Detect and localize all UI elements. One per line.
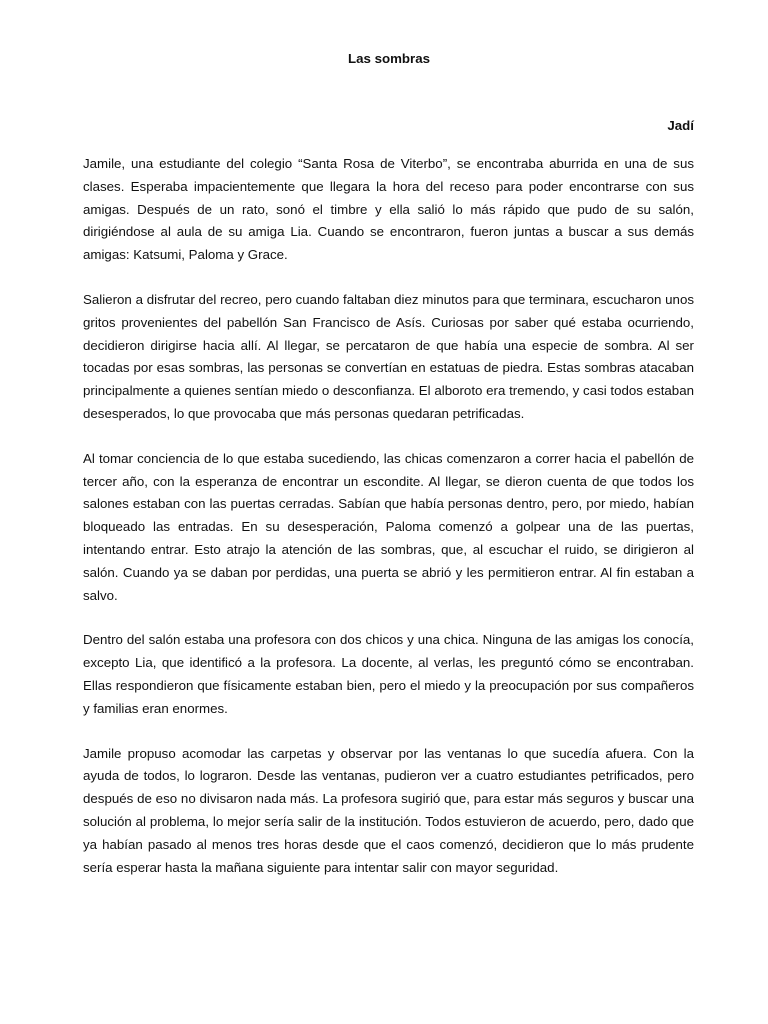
paragraph-2: Salieron a disfrutar del recreo, pero cuando faltaban diez minutos para que terminara, escucharon unos gritos provenientes del pabellón San Francisco de Asís. Curiosas por saber qué estaba ocurriendo, decidieron dirigirse hacia allí. Al llegar, se percataron de que había una especie de sombra. Al ser tocadas por esas sombras, las personas se convertían en estatuas de piedra. Estas sombras atacaban principalmente a quienes sentían miedo o desconfianza. El alboroto era tremendo, y casi todos estaban desesperados, lo que provocaba que más personas quedaran petrificadas.: [83, 291, 694, 421]
document-author: Jadí: [667, 118, 694, 133]
paragraph-4: Dentro del salón estaba una profesora con dos chicos y una chica. Ninguna de las amigas los conocía, excepto Lia, que identificó a la profesora. La docente, al verlas, les preguntó cómo se encontraban. Ellas respondieron que físicamente estaban bien, pero el miedo y la preocupación por sus compañeros y familias eran enormes.: [83, 632, 694, 716]
paragraph-3: Al tomar conciencia de lo que estaba sucediendo, las chicas comenzaron a correr hacia el pabellón de tercer año, con la esperanza de encontrar un escondite. Al llegar, se dieron cuenta de que todos los salones estaban con las puertas cerradas. Sabían que había personas dentro, pero, por miedo, habían bloqueado las entradas. En su desesperación, Paloma comenzó a golpear una de las puertas, intentando entrar. Esto atrajo la atención de las sombras, que, al escuchar el ruido, se dirigieron al salón. Cuando ya se daban por perdidas, una puerta se abrió y les permitieron entrar. Al fin estaban a salvo.: [83, 450, 694, 603]
paragraph-5: Jamile propuso acomodar las carpetas y observar por las ventanas lo que sucedía afuera. Con la ayuda de todos, lo lograron. Desde las ventanas, pudieron ver a cuatro estudiantes petrificados, pero después de eso no divisaron nada más. La profesora sugirió que, para estar más seguros y buscar una solución al problema, lo mejor sería salir de la institución. Todos estuvieron de acuerdo, pero, dado que ya habían pasado al menos tres horas desde que el caos comenzó, decidieron que lo más prudente sería esperar hasta la mañana siguiente para intentar salir con mayor seguridad.: [83, 745, 694, 875]
document-title: Las sombras: [347, 51, 431, 66]
paragraph-1: Jamile, una estudiante del colegio “Santa Rosa de Viterbo”, se encontraba aburrida en una de sus clases. Esperaba impacientemente que llegara la hora del receso para poder encontrarse con sus amigas. Después de un rato, sonó el timbre y ella salió lo más rápido que pudo de su salón, dirigiéndose al aula de su amiga Lia. Cuando se encontraron, fueron juntas a buscar a sus demás amigas: Katsumi, Paloma y Grace.: [83, 156, 694, 263]
document-body: [83, 153, 694, 901]
